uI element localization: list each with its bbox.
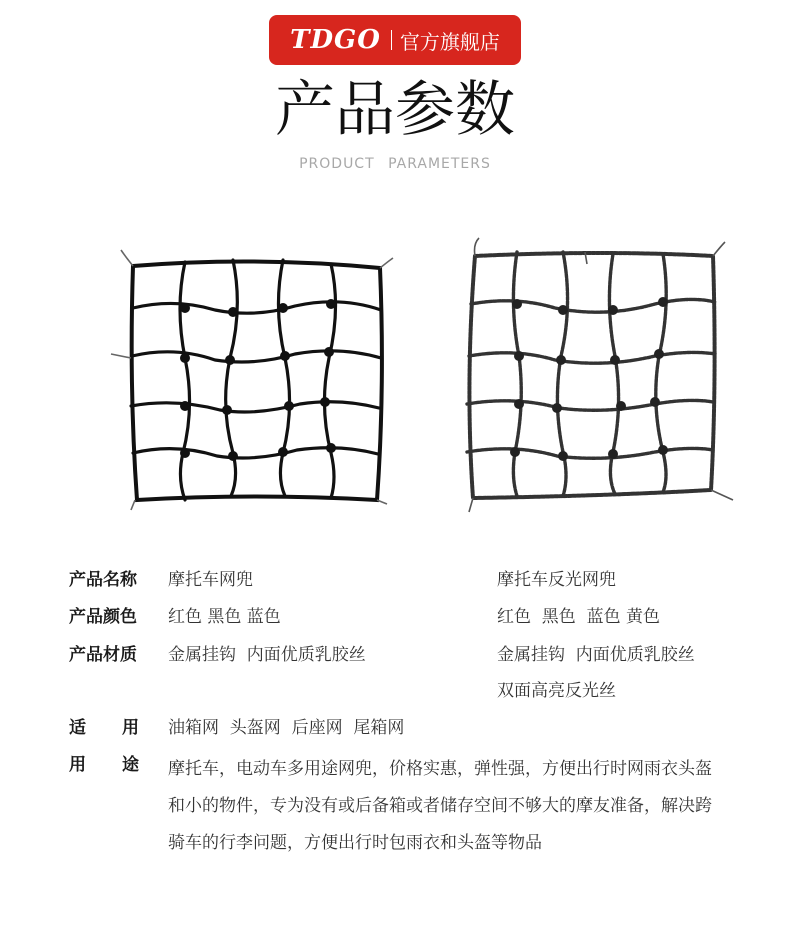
reflective-cargo-net-image: [455, 232, 745, 520]
spec-name-reflective: 摩托车反光网兜: [497, 570, 616, 590]
spec-material-reflective: 金属挂钩 内面优质乳胶丝: [497, 645, 695, 665]
spec-apply-value: 油箱网 头盔网 后座网 尾箱网: [168, 718, 405, 738]
spec-name-standard: 摩托车网兜: [168, 570, 253, 590]
brand-separator: [391, 30, 392, 50]
spec-label-color: 产品颜色: [69, 607, 137, 627]
brand-badge: [269, 15, 521, 65]
spec-label-name: 产品名称: [69, 570, 137, 590]
standard-cargo-net-image: [105, 238, 400, 518]
page-title: 产品参数: [275, 75, 515, 145]
page-subtitle: PRODUCT PARAMETERS: [299, 156, 491, 172]
spec-color-reflective: 红色 黑色 蓝色 黄色: [497, 607, 661, 627]
spec-color-standard: 红色 黑色 蓝色: [168, 607, 281, 627]
spec-usage-value: 摩托车，电动车多用途网兜，价格实惠，弹性强，方便出行时网雨衣头盔和小的物件，专为没有或后备箱或者储存空间不够大的摩友准备，解决跨骑车的行李问题，方便出行时包雨衣和头盔等物品: [168, 759, 712, 853]
spec-label-material: 产品材质: [69, 645, 137, 665]
spec-label-apply: 适用: [69, 718, 139, 738]
brand-store-label: 官方旗舰店: [399, 29, 500, 54]
spec-material-reflective-extra: 双面高亮反光丝: [497, 681, 616, 701]
spec-label-usage: 用途: [69, 755, 139, 775]
spec-material-standard: 金属挂钩 内面优质乳胶丝: [168, 645, 366, 665]
brand-logo: TDGO: [290, 25, 381, 55]
